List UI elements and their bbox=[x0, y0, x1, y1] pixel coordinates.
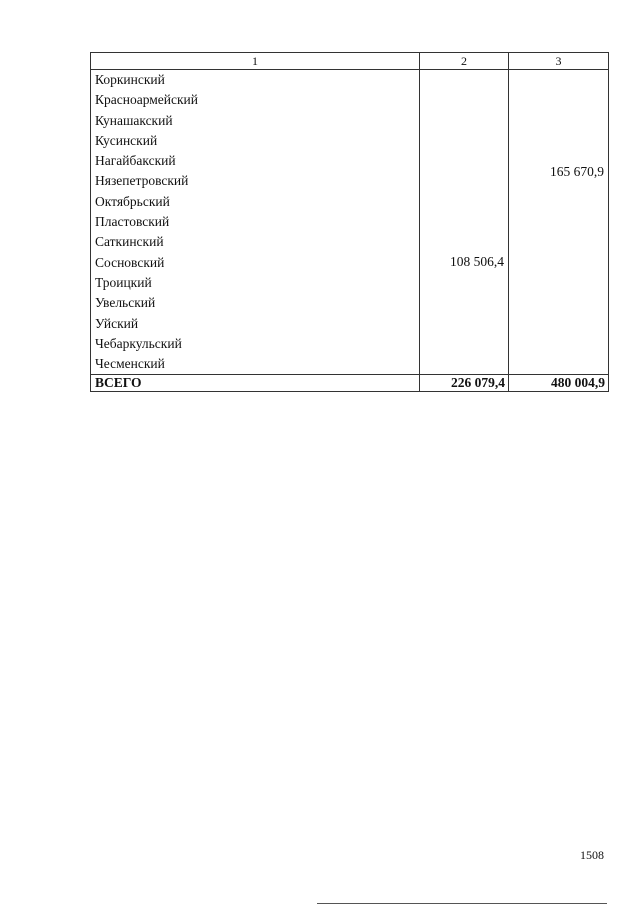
header-row bbox=[91, 53, 609, 70]
district-name: Нагайбакский bbox=[95, 153, 176, 169]
district-name: Уйский bbox=[95, 315, 139, 331]
header-col-1: 1 bbox=[91, 53, 420, 70]
page-number: 1508 bbox=[580, 848, 604, 862]
header-col-3: 3 bbox=[509, 53, 609, 70]
district-name: Нязепетровский bbox=[95, 173, 189, 189]
district-name: Коркинский bbox=[95, 72, 165, 87]
district-name: Кунашакский bbox=[95, 112, 173, 128]
district-name: Чесменский bbox=[95, 356, 165, 372]
allocation-table bbox=[90, 52, 609, 392]
district-name: Троицкий bbox=[95, 274, 152, 290]
header-col-2: 2 bbox=[420, 53, 509, 70]
col-3-merged-cell bbox=[509, 70, 609, 375]
total-col-3: 480 004,9 bbox=[509, 375, 609, 392]
district-name: Пластовский bbox=[95, 214, 170, 230]
district-list bbox=[91, 70, 420, 375]
district-name: Чебаркульский bbox=[95, 335, 182, 351]
district-name: Октябрьский bbox=[95, 193, 170, 209]
total-row bbox=[91, 375, 609, 392]
district-name: Кусинский bbox=[95, 132, 158, 148]
footer-rule bbox=[317, 903, 607, 904]
total-label: ВСЕГО bbox=[91, 375, 420, 392]
col-2-merged-cell bbox=[420, 70, 509, 375]
body-row bbox=[91, 70, 609, 375]
total-col-2: 226 079,4 bbox=[420, 375, 509, 392]
district-name: Саткинский bbox=[95, 234, 164, 250]
district-name: Красноармейский bbox=[95, 92, 199, 108]
district-name: Увельский bbox=[95, 295, 156, 311]
col-3-value: 165 670,9 bbox=[550, 164, 604, 179]
col-2-value: 108 506,4 bbox=[450, 254, 504, 269]
district-name: Сосновский bbox=[95, 254, 165, 270]
